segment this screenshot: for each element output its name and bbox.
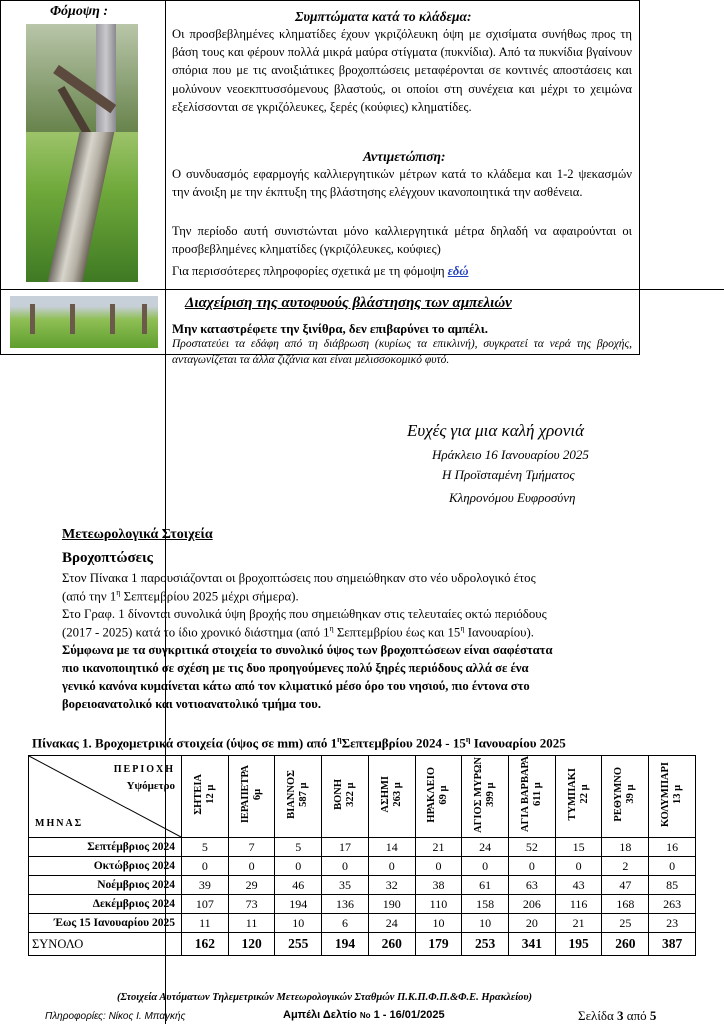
total-value-cell: 179 <box>415 933 462 956</box>
rain-value-cell: 73 <box>228 895 275 914</box>
station-name: ΑΣΗΜΙ 263 μ <box>379 776 403 813</box>
rain-value-cell: 0 <box>415 857 462 876</box>
box-divider-horizontal <box>0 289 724 290</box>
station-header <box>462 756 509 838</box>
rain-value-cell: 39 <box>182 876 229 895</box>
station-header <box>509 756 556 838</box>
rain-value-cell: 25 <box>602 914 649 933</box>
station-header <box>555 756 602 838</box>
table-row <box>29 914 696 933</box>
rain-value-cell: 5 <box>182 838 229 857</box>
total-value-cell: 387 <box>649 933 696 956</box>
total-value-cell: 341 <box>509 933 556 956</box>
treatment-title: Αντιμετώπιση: <box>363 149 446 164</box>
rain-value-cell: 52 <box>509 838 556 857</box>
rain-value-cell: 11 <box>228 914 275 933</box>
rain-value-cell: 158 <box>462 895 509 914</box>
rainfall-subtitle: Βροχοπτώσεις <box>62 550 153 566</box>
signatory-role: Η Προϊσταμένη Τμήματος <box>442 467 575 482</box>
corner-month: ΜΗΝΑΣ <box>35 818 84 829</box>
rain-value-cell: 35 <box>322 876 369 895</box>
station-name: ΑΓΙΑ ΒΑΡΒΑΡΑ 611 μ <box>519 756 543 833</box>
rain-value-cell: 43 <box>555 876 602 895</box>
rain-value-cell: 168 <box>602 895 649 914</box>
rain-value-cell: 24 <box>462 838 509 857</box>
vineyard-groundcover-photo <box>10 296 158 348</box>
station-header <box>415 756 462 838</box>
treatment-text-1: Ο συνδυασμός εφαρμογής καλλιεργητικών μέτρων κατά το κλάδεμα και 1-2 ψεκασμών την άνοιξη με την έκπτυξη της βλάστησης ελέγχουν ικανοποιητικά την ασθένεια. <box>172 167 632 200</box>
month-label: Σεπτέμβριος 2024 <box>29 838 182 857</box>
rain-value-cell: 46 <box>275 876 322 895</box>
rain-value-cell: 136 <box>322 895 369 914</box>
station-header <box>649 756 696 838</box>
management-bold: Μην καταστρέφετε την ξινίθρα, δεν επιβαρύνει το αμπέλι. <box>172 322 488 336</box>
rain-value-cell: 116 <box>555 895 602 914</box>
rain-value-cell: 0 <box>509 857 556 876</box>
station-name: ΤΥΜΠΑΚΙ 22 μ <box>566 768 590 821</box>
station-name: ΚΟΛΥΜΠΑΡΙ 13 μ <box>660 761 684 828</box>
place-date: Ηράκλειο 16 Ιανουαρίου 2025 <box>432 447 589 462</box>
total-value-cell: 162 <box>182 933 229 956</box>
table-caption: Πίνακας 1. Βροχομετρικά στοιχεία (ύψος σε mm) από $1^\eta\Sigma\varepsilon\pi\tau\varepsilon\mu\beta\rho ίo\upsilon$ $2024 - 15^\eta$ Ιανουαρίου 2025 <box>32 735 566 751</box>
station-name: ΣΗΤΕΙΑ 12 μ <box>192 774 216 815</box>
rain-bold-3: γενικό κανόνα κυμαίνεται κάτω από τον κλιματικό μέσο όρο του νησιού, πιο έντονα στο <box>62 679 530 693</box>
rain-value-cell: 18 <box>602 838 649 857</box>
rain-value-cell: 0 <box>649 857 696 876</box>
rain-value-cell: 85 <box>649 876 696 895</box>
station-name: ΒΟΝΗ 322 μ <box>333 779 357 810</box>
rain-value-cell: 23 <box>649 914 696 933</box>
rain-para-1a: Στον Πίνακα 1 παρουσιάζονται οι βροχοπτώσεις που σημειώθηκαν στο νέο υδρολογικό έτος <box>62 571 536 585</box>
rain-value-cell: 190 <box>368 895 415 914</box>
rain-value-cell: 0 <box>462 857 509 876</box>
total-row <box>29 933 696 956</box>
phomopsis-bark-photo <box>26 132 138 282</box>
station-name: ΑΓΙΟΣ ΜΥΡΩΝ 399 μ <box>473 756 497 833</box>
footer-info: Πληροφορίες: Νίκος Ι. Μπαγκής <box>45 1011 186 1022</box>
treatment-text-2: Την περίοδο αυτή συνιστώνται μόνο καλλιεργητικά μέτρα δηλαδή να αφαιρούνται οι προσβεβλημένες κληματίδες (γκριζόλευκες, κούφιες) <box>172 224 632 257</box>
station-header <box>368 756 415 838</box>
rain-value-cell: 32 <box>368 876 415 895</box>
symptoms-text: Οι προσβεβλημένες κληματίδες έχουν γκριζόλευκη όψη με σχισίματα συνήθως προς τη βάση τους και φέρουν πολλά μικρά μαύρα στίγματα (πυκνίδια). Από τα πυκνίδια βγαίνουν σπόρια που με τις ανοιξιάτικες βροχοπτώσεις μεταφέρονται σε κοντινές αποστάσεις και μολύνουν νεοεκπτυσσόμενους βλαστούς, οι οποίοι στη συνέχεια και μέχρι το χειμώνα εξελίσσονται σε γκριζόλευκες, ξερές (κούφιες) κληματίδες. <box>172 27 632 114</box>
rain-value-cell: 16 <box>649 838 696 857</box>
rain-bold-4: βορειοανατολικό και νοτιοανατολικό τμήμα του. <box>62 697 321 711</box>
management-italic: Προστατεύει τα εδάφη από τη διάβρωση (κυρίως τα επικλινή), συγκρατεί τα νερά της βροχής, ανταγωνίζεται τα άλλα ζιζάνια και είναι μελισσοκομικό φυτό. <box>172 338 632 366</box>
station-name: ΗΡΑΚΛΕΙΟ 69 μ <box>426 766 450 823</box>
rain-value-cell: 263 <box>649 895 696 914</box>
total-value-cell: 120 <box>228 933 275 956</box>
station-header <box>322 756 369 838</box>
table-row <box>29 895 696 914</box>
rain-value-cell: 11 <box>182 914 229 933</box>
total-label: ΣΥΝΟΛΟ <box>29 933 182 956</box>
fomopsi-title: Φόμοψη : <box>50 4 109 19</box>
phomopsis-info-box <box>0 0 640 366</box>
rain-value-cell: 24 <box>368 914 415 933</box>
rain-value-cell: 47 <box>602 876 649 895</box>
phomopsis-cane-photo <box>26 24 138 146</box>
rain-value-cell: 0 <box>368 857 415 876</box>
corner-altitude: Υψόμετρο <box>126 780 175 792</box>
total-value-cell: 253 <box>462 933 509 956</box>
rain-value-cell: 15 <box>555 838 602 857</box>
rain-value-cell: 29 <box>228 876 275 895</box>
rain-bold-1: Σύμφωνα με τα συγκριτικά στοιχεία το συνολικό ύψος των βροχοπτώσεων είναι σαφέστατα <box>62 643 553 657</box>
rain-para-2a: Στο Γραφ. 1 δίνονται συνολικά ύψη βροχής που σημειώθηκαν στις τελευταίες οκτώ περιόδους <box>62 607 547 621</box>
rain-value-cell: 10 <box>275 914 322 933</box>
rain-value-cell: 7 <box>228 838 275 857</box>
table-row <box>29 838 696 857</box>
more-info-text: Για περισσότερες πληροφορίες σχετικά με τη φόμοψη <box>172 264 445 278</box>
rain-bold-2: πιο ικανοποιητικό σε σχέση με τις δυο προηγούμενες πολύ ξηρές περιόδους αλλά σε ένα <box>62 661 529 675</box>
rain-value-cell: 17 <box>322 838 369 857</box>
rain-value-cell: 14 <box>368 838 415 857</box>
month-label: Νοέμβριος 2024 <box>29 876 182 895</box>
month-label: Οκτώβριος 2024 <box>29 857 182 876</box>
rain-value-cell: 38 <box>415 876 462 895</box>
rain-value-cell: 63 <box>509 876 556 895</box>
rain-value-cell: 206 <box>509 895 556 914</box>
rain-value-cell: 5 <box>275 838 322 857</box>
rain-para-1b: (από την $1^\eta$ Σεπτεμβρίου 2025 μέχρι σήμερα). <box>62 588 299 604</box>
total-value-cell: 260 <box>368 933 415 956</box>
total-value-cell: 255 <box>275 933 322 956</box>
footer-bulletin: Αμπέλι Δελτίο Νο 1 - 16/01/2025 <box>283 1009 445 1021</box>
management-title: Διαχείριση της αυτοφυούς βλάστησης των αμπελιών <box>185 295 512 311</box>
rain-value-cell: 6 <box>322 914 369 933</box>
table-corner-cell <box>29 756 182 838</box>
footer-page: Σελίδα 3 από 5 <box>578 1008 657 1023</box>
rain-value-cell: 194 <box>275 895 322 914</box>
signatory-name: Κληρονόμου Ευφροσύνη <box>449 490 576 505</box>
rain-value-cell: 0 <box>228 857 275 876</box>
station-header <box>228 756 275 838</box>
more-info-line <box>172 264 468 279</box>
total-value-cell: 194 <box>322 933 369 956</box>
station-header <box>275 756 322 838</box>
month-label: Έως 15 Ιανουαρίου 2025 <box>29 914 182 933</box>
table-source: (Στοιχεία Αυτόματων Τηλεμετρικών Μετεωρολογικών Σταθμών Π.Κ.Π.Φ.Π.&Φ.Ε. Ηρακλείου) <box>117 992 533 1003</box>
rain-value-cell: 0 <box>555 857 602 876</box>
rain-value-cell: 10 <box>415 914 462 933</box>
more-info-link[interactable]: εδώ <box>447 264 469 278</box>
month-label: Δεκέμβριος 2024 <box>29 895 182 914</box>
corner-region: ΠΕΡΙΟΧΗ <box>113 764 175 775</box>
wish-text: Ευχές για μια καλή χρονιά <box>407 421 584 440</box>
rain-value-cell: 110 <box>415 895 462 914</box>
rain-para-2b: (2017 - 2025) κατά το ίδιο χρονικό διάστημα (από $1^\eta$ Σεπτεμβρίου έως και $15^\eta$ Ιανουαρίου). <box>62 624 534 640</box>
station-name: ΒΙΑΝΝΟΣ 587 μ <box>286 770 310 819</box>
symptoms-title: Συμπτώματα κατά το κλάδεμα: <box>295 9 472 24</box>
rain-value-cell: 21 <box>415 838 462 857</box>
rain-value-cell: 61 <box>462 876 509 895</box>
station-name: ΡΕΘΥΜΝΟ 39 μ <box>613 767 637 822</box>
meteo-section-title: Μετεωρολογικά Στοιχεία <box>62 527 213 542</box>
rain-value-cell: 0 <box>322 857 369 876</box>
rain-value-cell: 107 <box>182 895 229 914</box>
total-value-cell: 195 <box>555 933 602 956</box>
rain-value-cell: 10 <box>462 914 509 933</box>
rain-value-cell: 0 <box>182 857 229 876</box>
rain-value-cell: 21 <box>555 914 602 933</box>
table-row <box>29 857 696 876</box>
station-name: ΙΕΡΑΠΕΤΡΑ 6μ <box>239 765 263 824</box>
station-header <box>182 756 229 838</box>
table-row <box>29 876 696 895</box>
rainfall-table <box>28 755 696 956</box>
rain-value-cell: 0 <box>275 857 322 876</box>
rain-value-cell: 20 <box>509 914 556 933</box>
station-header <box>602 756 649 838</box>
rain-value-cell: 2 <box>602 857 649 876</box>
total-value-cell: 260 <box>602 933 649 956</box>
